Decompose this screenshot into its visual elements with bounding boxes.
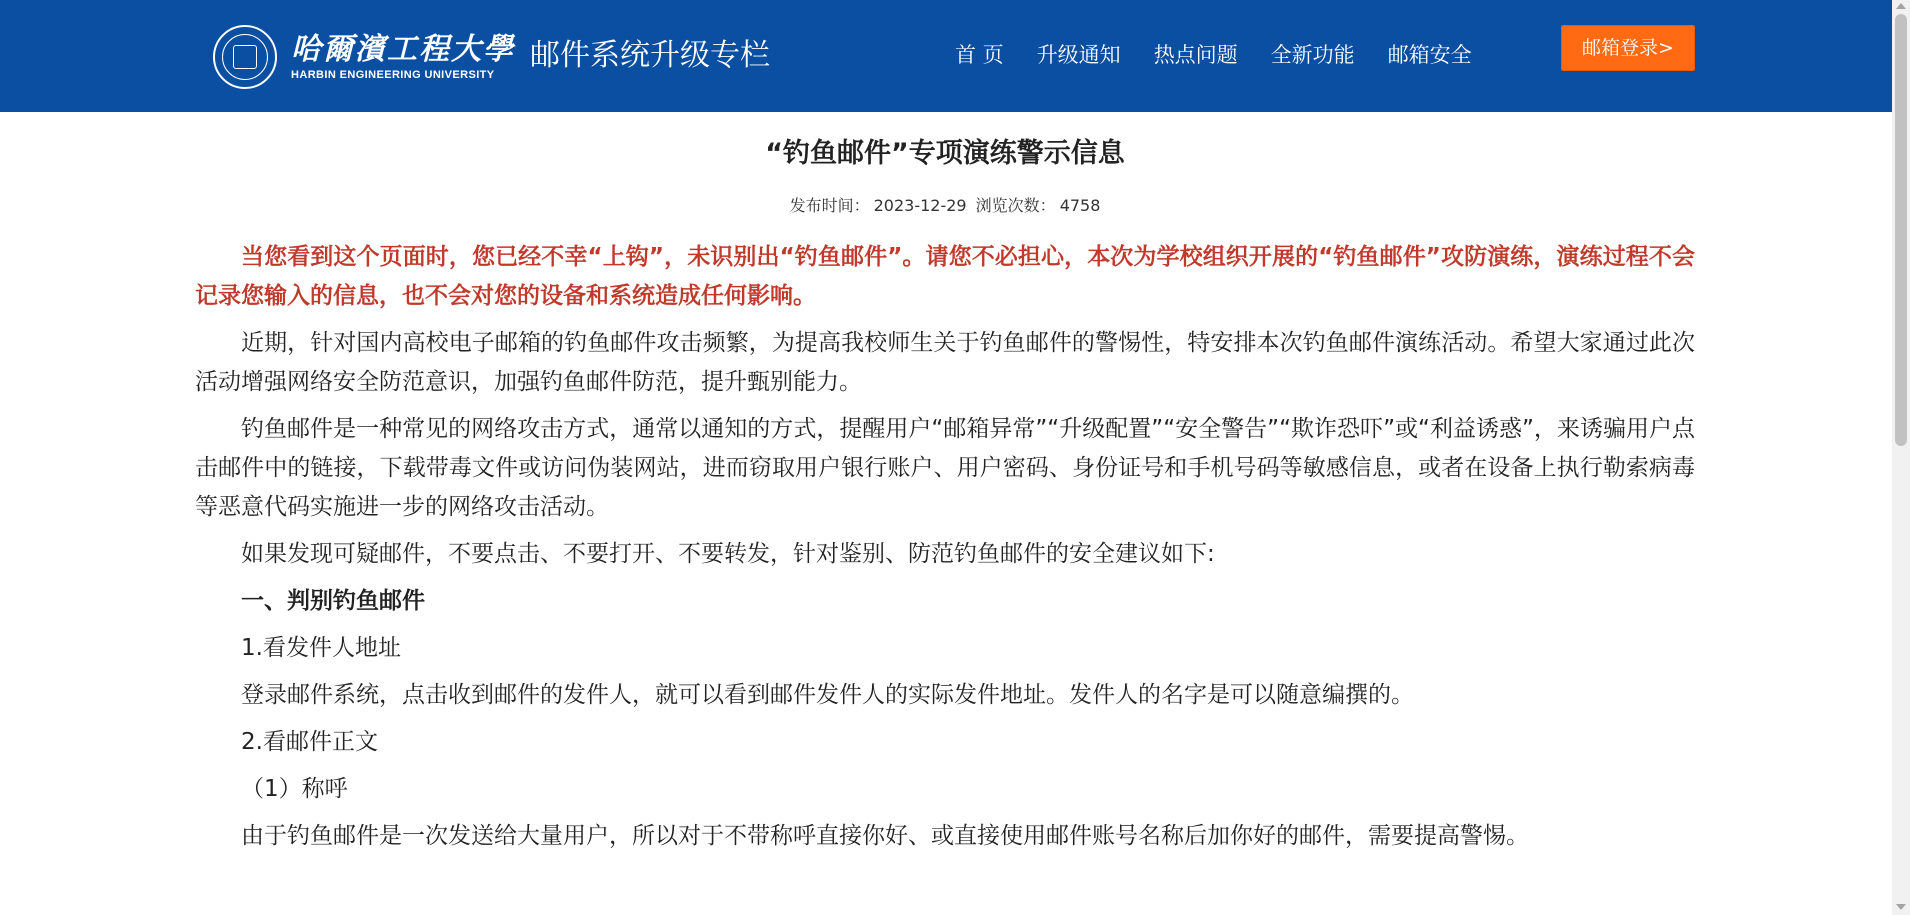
subheading-salutation: （1）称呼 [241,776,348,802]
subheading-mail-body: 2.看邮件正文 [241,729,378,755]
nav-item-new-features[interactable]: 全新功能 [1270,43,1355,67]
intro-paragraph: 近期，针对国内高校电子邮箱的钓鱼邮件攻击频繁，为提高我校师生关于钓鱼邮件的警惕性，特安排本次钓鱼邮件演练活动。希望大家通过此次活动增强网络安全防范意识，加强钓鱼邮件防范，提升甄别能力。 [195,330,1695,395]
warning-paragraph: 当您看到这个页面时，您已经不幸“上钩”，未识别出“钓鱼邮件”。请您不必担心，本次为学校组织开展的“钓鱼邮件”攻防演练，演练过程不会记录您输入的信息，也不会对您的设备和系统造成任何影响。 [195,244,1695,309]
article-meta [195,194,1695,218]
subheading-sender-address: 1.看发件人地址 [241,635,401,661]
definition-paragraph: 钓鱼邮件是一种常见的网络攻击方式，通常以通知的方式，提醒用户“邮箱异常”“升级配置”“安全警告”“欺诈恐吓”或“利益诱惑”，来诱骗用户点击邮件中的链接，下载带毒文件或访问伪装网站，进而窃取用户银行账户、用户密码、身份证号和手机号码等敏感信息，或者在设备上执行勒索病毒等恶意代码实施进一步的网络攻击活动。 [195,416,1695,520]
university-logo[interactable] [213,22,515,92]
section-heading-identify: 一、判别钓鱼邮件 [241,588,425,614]
scrollbar-thumb[interactable] [1895,14,1907,446]
site-header [0,0,1892,112]
advice-paragraph: 如果发现可疑邮件，不要点击、不要打开、不要转发，针对鉴别、防范钓鱼邮件的安全建议如下: [241,541,1215,567]
site-title: 邮件系统升级专栏 [530,38,770,73]
nav-item-hot-issues[interactable]: 热点问题 [1153,43,1238,67]
logo-english-name: HARBIN ENGINEERING UNIVERSITY [291,69,495,81]
article [195,112,1695,864]
scroll-down-arrow-icon[interactable] [1896,904,1906,910]
mail-login-button[interactable]: 邮箱登录> [1561,25,1695,71]
nav-item-upgrade-notice[interactable]: 升级通知 [1036,43,1121,67]
main-nav [955,38,1505,72]
article-title: “钓鱼邮件”专项演练警示信息 [765,138,1125,169]
logo-chinese-name: 哈爾濱工程大學 [291,32,515,67]
salutation-paragraph: 由于钓鱼邮件是一次发送给大量用户，所以对于不带称呼直接你好、或直接使用邮件账号名称后加你好的邮件，需要提高警惕。 [241,823,1529,849]
publish-label: 发布时间： [789,196,870,215]
views-label: 浏览次数： [975,196,1056,215]
sender-address-paragraph: 登录邮件系统，点击收到邮件的发件人，就可以看到邮件发件人的实际发件地址。发件人的名字是可以随意编撰的。 [241,682,1414,708]
nav-item-home[interactable]: 首 页 [955,43,1004,67]
nav-item-mail-security[interactable]: 邮箱安全 [1387,43,1472,67]
publish-date: 2023-12-29 [873,196,967,215]
scroll-up-arrow-icon[interactable] [1896,3,1906,9]
university-seal-icon [213,25,277,89]
article-content [195,238,1695,856]
views-count: 4758 [1059,196,1101,215]
